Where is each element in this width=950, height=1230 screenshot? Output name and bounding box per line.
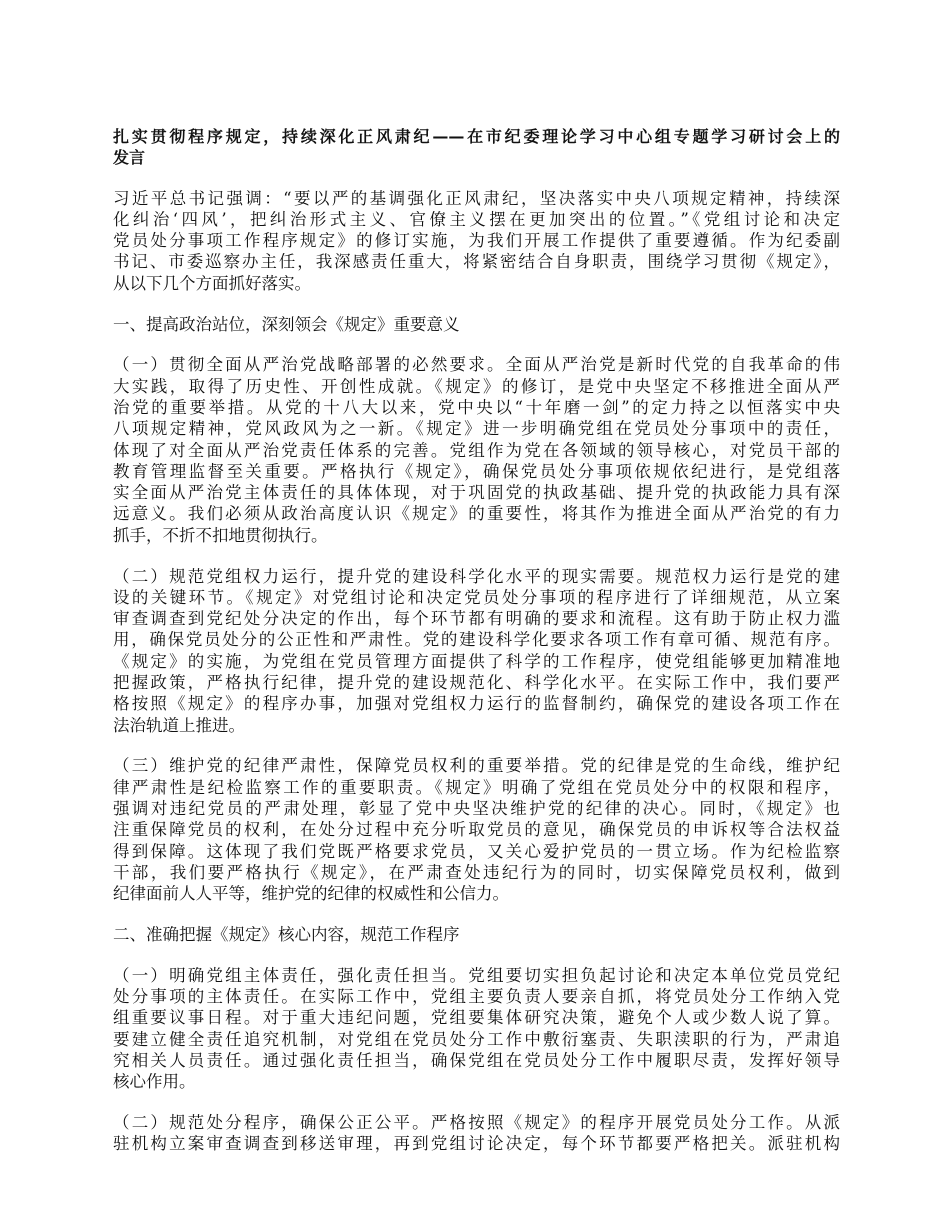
text-line: 把握政策，严格执行纪律，提升党的建设规范化、科学化水平。在实际工作中，我们要严 <box>113 673 840 693</box>
text-line: 律严肃性是纪检监察工作的重要职责。《规定》明确了党组在党员处分中的权限和程序， <box>113 777 840 797</box>
title-line: 扎实贯彻程序规定，持续深化正风肃纪——在市纪委理论学习中心组专题学习研讨会上的 <box>113 127 840 146</box>
text-line: 书记、市委巡察办主任，我深感责任重大，将紧密结合自身职责，围绕学习贯彻《规定》， <box>113 252 840 272</box>
text-line: 强调对违纪党员的严肃处理，彰显了党中央坚决维护党的纪律的决心。同时，《规定》也 <box>113 799 840 819</box>
text-line: 教育管理监督至关重要。严格执行《规定》，确保党员处分事项依规依纪进行，是党组落 <box>113 461 840 481</box>
text-line: 抓手，不折不扣地贯彻执行。 <box>113 525 328 545</box>
text-line: （一）明确党组主体责任，强化责任担当。党组要切实担负起讨论和决定本单位党员党纪 <box>113 965 840 985</box>
text-line: 八项规定精神，党风政风为之一新。《规定》进一步明确党组在党员处分事项中的责任， <box>113 419 840 439</box>
text-line: 驻机构立案审查调查到移送审理，再到党组讨论决定，每个环节都要严格把关。派驻机构 <box>113 1134 840 1154</box>
paragraph <box>113 354 840 546</box>
text-line: （一）贯彻全面从严治党战略部署的必然要求。全面从严治党是新时代党的自我革命的伟 <box>113 355 840 375</box>
text-line: 要建立健全责任追究机制，对党组在党员处分工作中敷衍塞责、失职渎职的行为，严肃追 <box>113 1029 840 1049</box>
text-line: 审查调查到党纪处分决定的作出，每个环节都有明确的要求和流程。这有助于防止权力滥 <box>113 609 840 629</box>
text-line: 习近平总书记强调：“要以严的基调强化正风肃纪，坚决落实中央八项规定精神，持续深 <box>113 188 840 208</box>
text-line: 《规定》的实施，为党组在党员管理方面提供了科学的工作程序，使党组能够更加精准地 <box>113 651 840 671</box>
paragraph <box>113 755 840 904</box>
text-line: 一、提高政治站位，深刻领会《规定》重要意义 <box>113 314 460 334</box>
text-line: （二）规范处分程序，确保公正公平。严格按照《规定》的程序开展党员处分工作。从派 <box>113 1113 840 1133</box>
text-line: 大实践，取得了历史性、开创性成就。《规定》的修订，是党中央坚定不移推进全面从严 <box>113 376 840 396</box>
text-line: 注重保障党员的权利，在处分过程中充分听取党员的意见，确保党员的申诉权等合法权益 <box>113 820 840 840</box>
text-line: 远意义。我们必须从政治高度认识《规定》的重要性，将其作为推进全面从严治党的有力 <box>113 504 840 524</box>
text-line: 化纠治‘四风’，把纠治形式主义、官僚主义摆在更加突出的位置。”《党组讨论和决定 <box>113 209 840 229</box>
text-line: 组重要议事日程。对于重大违纪问题，党组要集体研究决策，避免个人或少数人说了算。 <box>113 1008 840 1028</box>
section-heading <box>113 314 840 335</box>
text-line: 格按照《规定》的程序办事，加强对党组权力运行的监督制约，确保党的建设各项工作在 <box>113 694 840 714</box>
title-line: 发言 <box>113 148 146 168</box>
section-heading <box>113 924 840 945</box>
text-line: 治党的重要举措。从党的十八大以来，党中央以“十年磨一剑”的定力持之以恒落实中央 <box>113 397 840 417</box>
text-line: 二、准确把握《规定》核心内容，规范工作程序 <box>113 925 460 944</box>
text-line: 从以下几个方面抓好落实。 <box>113 273 311 293</box>
text-line: 纪律面前人人平等，维护党的纪律的权威性和公信力。 <box>113 884 509 904</box>
paragraph <box>113 188 840 294</box>
document-page <box>113 126 840 1174</box>
text-line: 得到保障。这体现了我们党既严格要求党员，又关心爱护党员的一贯立场。作为纪检监察 <box>113 841 840 861</box>
paragraph <box>113 1112 840 1155</box>
text-line: （三）维护党的纪律严肃性，保障党员权利的重要举措。党的纪律是党的生命线，维护纪 <box>113 756 840 776</box>
text-line: 体现了对全面从严治党责任体系的完善。党组作为党在各领域的领导核心，对党员干部的 <box>113 440 840 460</box>
text-line: 党员处分事项工作程序规定》的修订实施，为我们开展工作提供了重要遵循。作为纪委副 <box>113 231 840 251</box>
text-line: 法治轨道上推进。 <box>113 715 245 735</box>
text-line: 究相关人员责任。通过强化责任担当，确保党组在党员处分工作中履职尽责，发挥好领导 <box>113 1050 840 1070</box>
text-line: 核心作用。 <box>113 1072 196 1092</box>
paragraph <box>113 566 840 736</box>
text-line: 实全面从严治党主体责任的具体体现，对于巩固党的执政基础、提升党的执政能力具有深 <box>113 483 840 503</box>
document-body <box>113 188 840 1155</box>
paragraph <box>113 965 840 1093</box>
text-line: 设的关键环节。《规定》对党组讨论和决定党员处分事项的程序进行了详细规范，从立案 <box>113 587 840 607</box>
text-line: 用，确保党员处分的公正性和严肃性。党的建设科学化要求各项工作有章可循、规范有序。 <box>113 630 840 650</box>
text-line: 处分事项的主体责任。在实际工作中，党组主要负责人要亲自抓，将党员处分工作纳入党 <box>113 987 840 1007</box>
text-line: （二）规范党组权力运行，提升党的建设科学化水平的现实需要。规范权力运行是党的建 <box>113 566 840 586</box>
text-line: 干部，我们要严格执行《规定》，在严肃查处违纪行为的同时，切实保障党员权利，做到 <box>113 862 840 882</box>
document-title <box>113 126 840 169</box>
